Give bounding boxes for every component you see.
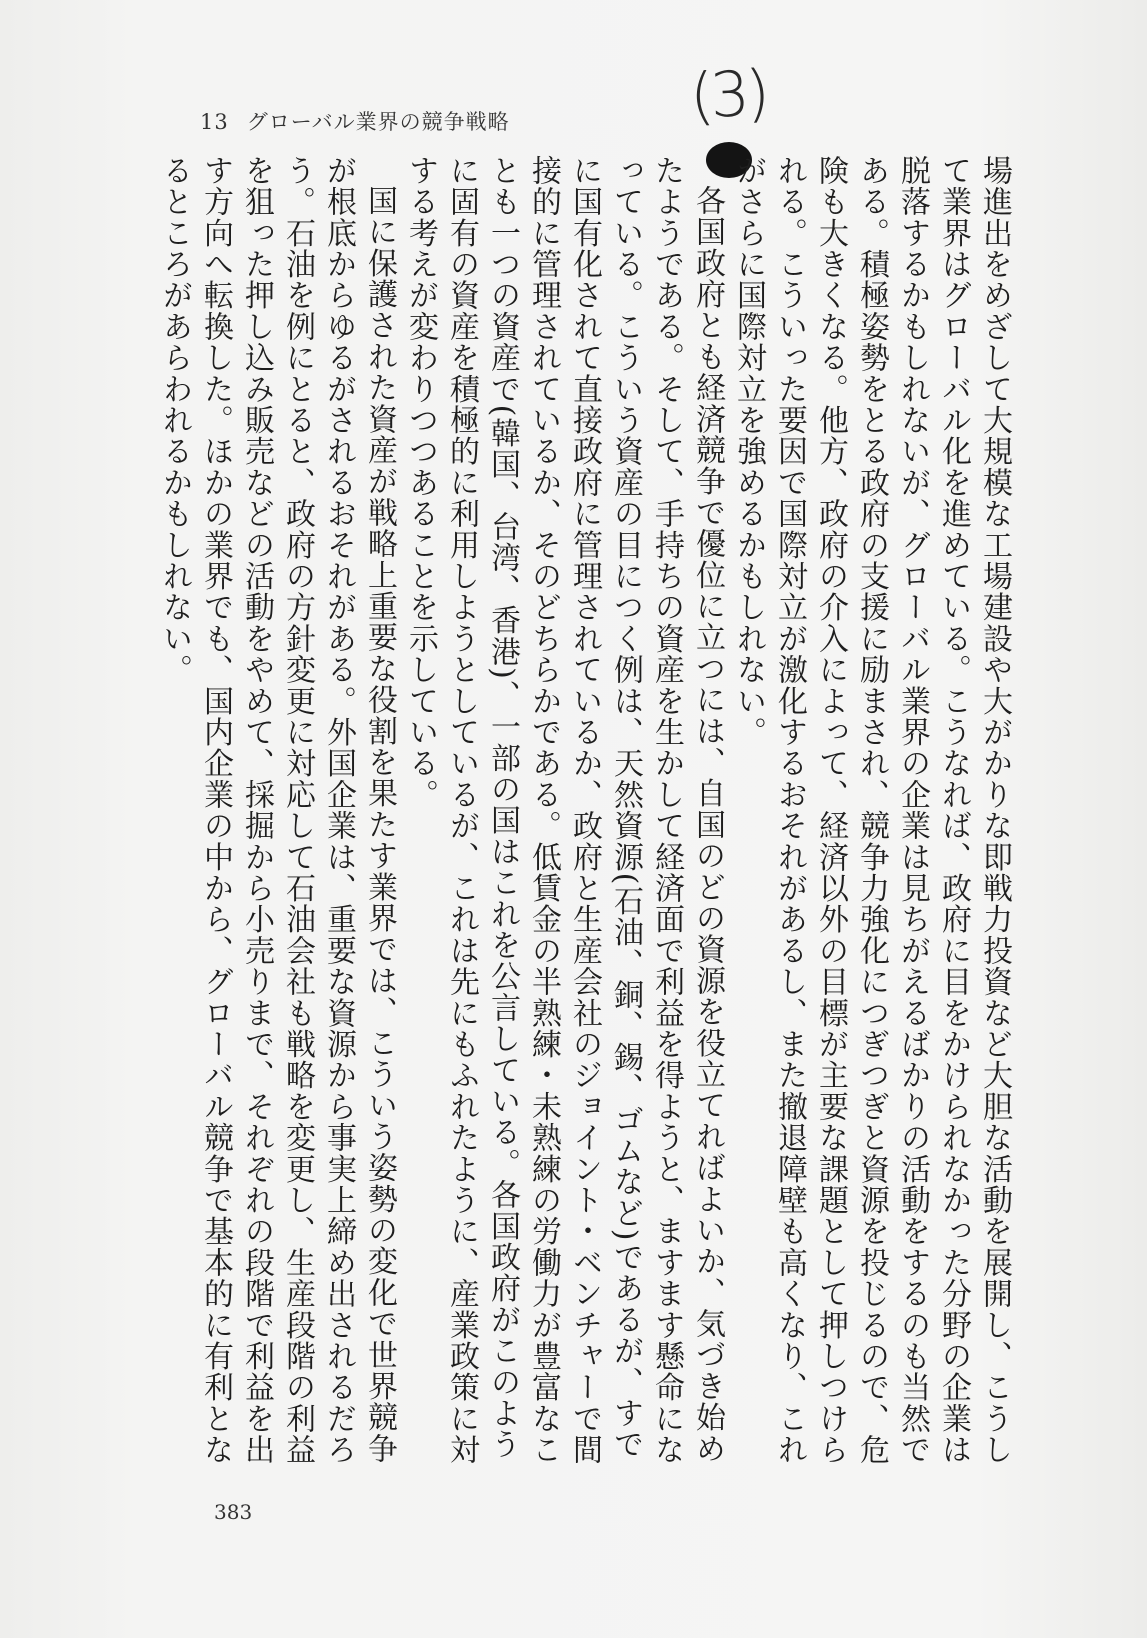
paragraph: 国に保護された資産が戦略上重要な役割を果たす業界では、こういう姿勢の変化で世界競争が根底からゆるがされるおそれがある。外国企業は、重要な資源から事実上締め出されるだろう。石油を例にとると、政府の方針変更に対応して石油会社も戦略を変更し、生産段階の利益を狙った押し込み販売などの活動をやめて、採掘から小売りまで、それぞれの段階で利益を出す方向へ転換した。ほかの業界でも、国内企業の中から、グローバル競争で基本的に有利となるところがあらわれるかもしれない。 bbox=[157, 155, 397, 1466]
chapter-number: 13 bbox=[200, 110, 229, 134]
handwritten-annotation: (3) bbox=[688, 56, 768, 133]
vertical-body-text bbox=[157, 155, 1015, 1480]
paragraph: 場進出をめざして大規模な工場建設や大がかりな即戦力投資など大胆な活動を展開し、こうして業界はグローバル化を進めている。こうなれば、政府に目をかけられなかった分野の企業は脱落するかもしれないが、グローバル業界の企業は見ちがえるばかりの活動をするのも当然である。積極姿勢をとる政府の支援に励まされ、競争力強化につぎつぎと資源を投じるので、危険も大きくなる。他方、政府の介入によって、経済以外の目標が主要な課題として押しつけられる。こういった要因で国際対立が激化するおそれがあるし、また撤退障壁も高くなり、これがさらに国際対立を強めるかもしれない。 bbox=[731, 155, 1012, 1466]
page-number: 383 bbox=[214, 1500, 253, 1524]
paragraph: 各国政府とも経済競争で優位に立つには、自国のどの資源を役立てればよいか、気づき始めたようである。そして、手持ちの資産を生かして経済面で利益を得ようと、ますます懸命になっている。こういう資産の目につく例は、天然資源(石油、銅、錫、ゴムなど)であるが、すでに国有化されて直接政府に管理されているか、政府と生産会社のジョイント・ベンチャーで間接的に管理されているか、そのどちらかである。低賃金の半熟練・未熟練の労働力が豊富なことも一つの資産で(韓国、台湾、香港)、一部の国はこれを公言している。各国政府がこのように固有の資産を積極的に利用しようとしているが、これは先にもふれたように、産業政策に対する考えが変わりつつあることを示している。 bbox=[403, 155, 725, 1466]
chapter-title: グローバル業界の競争戦略 bbox=[246, 110, 510, 134]
running-header bbox=[200, 106, 510, 136]
